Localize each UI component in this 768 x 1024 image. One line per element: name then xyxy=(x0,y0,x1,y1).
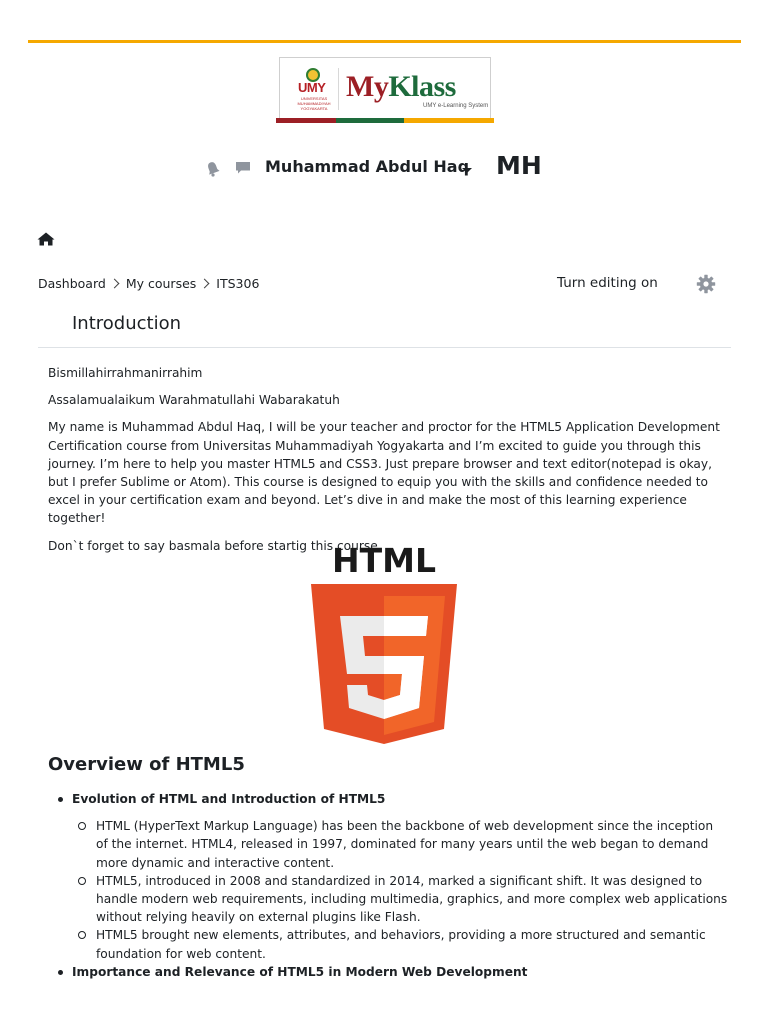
sub-list xyxy=(72,817,728,963)
brand-name xyxy=(346,72,456,102)
intro-paragraph: My name is Muhammad Abdul Haq, I will be your teacher and proctor for the HTML5 Application Development Certification course from Universitas Muhammadiyah Yogyakarta and I’m excited to guide you through this journey. I’m here to help you master HTML5 and CSS3. Just prepare browser and text editor(notepad is okay, but I prefer Sublime or Atom). This course is designed to equip you with the skills and confidence needed to excel in your certification exam and beyond. Let’s dive in and make the most of this learning experience together! xyxy=(48,420,720,526)
html5-logo-label: HTML xyxy=(332,544,436,580)
list-item: HTML5 brought new elements, attributes, and behaviors, providing a more structured and semantic foundation for web content. xyxy=(72,926,728,962)
chat-icon[interactable] xyxy=(235,161,251,175)
home-icon[interactable] xyxy=(37,232,55,246)
intro-paragraph: Assalamualaikum Warahmatullahi Wabarakatuh xyxy=(48,393,340,408)
intro-paragraph: Don`t forget to say basmala before startig this course. xyxy=(48,538,382,553)
list-item xyxy=(48,963,728,981)
brand-klass: Klass xyxy=(388,70,456,103)
brand-tagline: UMY e-Learning System xyxy=(423,103,489,109)
html5-logo-image xyxy=(308,544,460,744)
breadcrumb-dashboard[interactable]: Dashboard xyxy=(38,276,106,291)
list-item-heading: Evolution of HTML and Introduction of HTML5 xyxy=(72,792,386,806)
intro-content xyxy=(48,364,728,564)
gear-icon[interactable] xyxy=(696,274,716,294)
title-divider xyxy=(38,347,731,348)
overview-heading: Overview of HTML5 xyxy=(48,754,245,775)
breadcrumb xyxy=(38,276,259,291)
logo-divider xyxy=(338,68,339,110)
site-logo[interactable] xyxy=(279,57,491,121)
list-item: HTML (HyperText Markup Language) has been the backbone of web development since the inception of the internet. HTML4, released in 1997, dominated for many years until the web began to demand more dynamic and interactive content. xyxy=(72,817,728,872)
umy-subtitle: UNIVERSITAS MUHAMMADIYAH YOGYAKARTA xyxy=(297,96,331,111)
page-title: Introduction xyxy=(72,313,182,334)
top-accent-rule xyxy=(28,40,741,43)
list-item: HTML5, introduced in 2008 and standardized in 2014, marked a significant shift. It was designed to handle modern web requirements, including multimedia, graphics, and more complex web applications without relying heavily on external plugins like Flash. xyxy=(72,872,728,927)
chevron-right-icon xyxy=(200,279,210,289)
turn-editing-on-button[interactable]: Turn editing on xyxy=(557,275,658,291)
breadcrumb-my-courses[interactable]: My courses xyxy=(125,276,197,291)
brand-my: My xyxy=(346,70,389,103)
user-menu-name[interactable]: Muhammad Abdul Haq xyxy=(265,157,470,176)
overview-list xyxy=(48,790,728,981)
bell-icon[interactable] xyxy=(206,161,220,177)
list-item xyxy=(48,790,728,963)
breadcrumb-course[interactable]: ITS306 xyxy=(216,276,260,291)
chevron-right-icon xyxy=(109,279,119,289)
logo-color-bar xyxy=(276,118,494,123)
list-item-heading: Importance and Relevance of HTML5 in Modern Web Development xyxy=(72,964,528,979)
intro-paragraph: Bismillahirrahmanirrahim xyxy=(48,366,203,380)
avatar[interactable]: MH xyxy=(496,151,542,180)
umy-wordmark: UMY xyxy=(298,80,326,95)
chevron-down-icon[interactable] xyxy=(462,168,472,173)
